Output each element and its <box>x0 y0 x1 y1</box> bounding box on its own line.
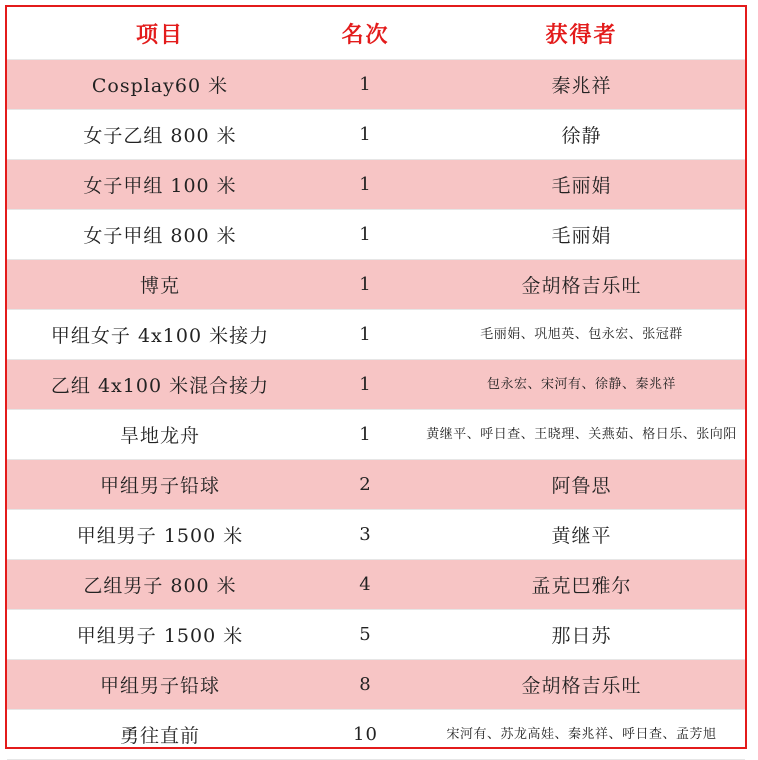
table-row <box>7 610 745 660</box>
winner-cell: 那日苏 <box>418 610 745 660</box>
event-cell: 甲组女子 4x100 米接力 <box>7 310 313 360</box>
winner-cell: 包永宏、宋河有、徐静、秦兆祥 <box>418 360 745 410</box>
table-row <box>7 360 745 410</box>
table-row <box>7 660 745 710</box>
winner-cell: 宋河有、苏龙高娃、秦兆祥、呼日查、孟芳旭 <box>418 710 745 760</box>
header-winner: 获得者 <box>418 7 745 60</box>
rank-cell: 1 <box>313 360 418 410</box>
event-cell: 甲组男子铅球 <box>7 660 313 710</box>
table-row <box>7 60 745 110</box>
event-cell: 乙组男子 800 米 <box>7 560 313 610</box>
rank-cell: 2 <box>313 460 418 510</box>
rank-cell: 1 <box>313 110 418 160</box>
event-cell: 甲组男子 1500 米 <box>7 510 313 560</box>
winner-cell: 毛丽娟 <box>418 210 745 260</box>
winner-cell: 金胡格吉乐吐 <box>418 660 745 710</box>
winner-cell: 阿鲁思 <box>418 460 745 510</box>
event-cell: 女子乙组 800 米 <box>7 110 313 160</box>
results-table-frame <box>5 5 747 749</box>
table-row <box>7 210 745 260</box>
header-event: 项目 <box>7 7 313 60</box>
winner-cell: 毛丽娟、巩旭英、包永宏、张冠群 <box>418 310 745 360</box>
event-cell: 甲组男子 1500 米 <box>7 610 313 660</box>
rank-cell: 1 <box>313 160 418 210</box>
rank-cell: 1 <box>313 410 418 460</box>
winner-cell: 黄继平 <box>418 510 745 560</box>
winner-cell: 黄继平、呼日查、王晓理、关燕茹、格日乐、张向阳 <box>418 410 745 460</box>
table-row <box>7 260 745 310</box>
winner-cell: 徐静 <box>418 110 745 160</box>
rank-cell: 4 <box>313 560 418 610</box>
table-header-row <box>7 7 745 60</box>
rank-cell: 10 <box>313 710 418 760</box>
event-cell: 女子甲组 800 米 <box>7 210 313 260</box>
header-rank: 名次 <box>313 7 418 60</box>
winner-cell: 毛丽娟 <box>418 160 745 210</box>
table-row <box>7 710 745 760</box>
rank-cell: 1 <box>313 260 418 310</box>
table-row <box>7 460 745 510</box>
winner-cell: 秦兆祥 <box>418 60 745 110</box>
rank-cell: 1 <box>313 210 418 260</box>
table-row <box>7 310 745 360</box>
table-row <box>7 510 745 560</box>
table-row <box>7 410 745 460</box>
winner-cell: 金胡格吉乐吐 <box>418 260 745 310</box>
event-cell: 博克 <box>7 260 313 310</box>
rank-cell: 1 <box>313 310 418 360</box>
table-row <box>7 560 745 610</box>
event-cell: 女子甲组 100 米 <box>7 160 313 210</box>
rank-cell: 1 <box>313 60 418 110</box>
rank-cell: 3 <box>313 510 418 560</box>
event-cell: Cosplay60 米 <box>7 60 313 110</box>
table-row <box>7 110 745 160</box>
event-cell: 旱地龙舟 <box>7 410 313 460</box>
event-cell: 乙组 4x100 米混合接力 <box>7 360 313 410</box>
event-cell: 勇往直前 <box>7 710 313 760</box>
rank-cell: 8 <box>313 660 418 710</box>
rank-cell: 5 <box>313 610 418 660</box>
event-cell: 甲组男子铅球 <box>7 460 313 510</box>
results-table <box>7 7 745 760</box>
table-row <box>7 160 745 210</box>
winner-cell: 孟克巴雅尔 <box>418 560 745 610</box>
